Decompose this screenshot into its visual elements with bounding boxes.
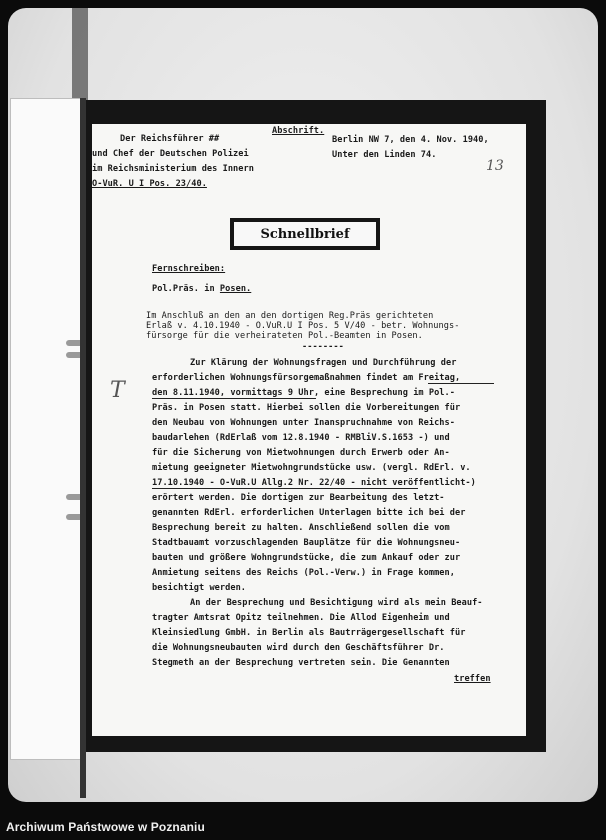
message-type: Fernschreiben: [152,264,226,274]
body-line: genannten RdErl. erforderlichen Unterlagen bitte ich bei der [152,508,466,518]
folder-page-left [10,98,86,760]
separator: -------- [302,342,344,352]
body-line: An der Besprechung und Besichtigung wird als mein Beauf- [190,598,483,608]
body-line: baudarlehen (RdErlaß vom 12.8.1940 - RMBliV.S.1653 -) und [152,433,450,443]
urgent-letter-stamp [230,218,380,250]
underline-mark [152,488,418,489]
recipient-city: Posen. [219,284,252,294]
subject-line: fürsorge für die verheirateten Pol.-Beamten in Posen. [146,331,423,341]
sender-line: im Reichsministerium des Innern [92,164,254,174]
reference-number: O-VuR. U I Pos. 23/40. [92,179,207,189]
body-line: den 8.11.1940, vormittags 9 Uhr, eine Besprechung im Pol.- [152,388,455,398]
body-line: Stadtbauamt vorzuschlagenden Bauplätze für die Wohnungsneu- [152,538,461,548]
body-line: 17.10.1940 - O-VuR.U Allg.2 Nr. 22/40 - nicht veröffentlicht-) [152,478,476,488]
body-line: Stegmeth an der Besprechung vertreten sein. Die Genannten [152,658,450,668]
underline-mark [152,398,316,399]
subject-line: Erlaß v. 4.10.1940 - O.VuR.U I Pos. 5 V/40 - betr. Wohnungs- [146,321,460,331]
sender-line: Der Reichsführer ## [120,134,220,144]
body-line: für die Sicherung von Mietwohnungen durch Erwerb oder An- [152,448,450,458]
recipient-prefix: Pol.Präs. in [152,284,220,294]
sender-line: und Chef der Deutschen Polizei [92,149,249,159]
body-line: Zur Klärung der Wohnungsfragen und Durchführung der [190,358,457,368]
archive-label: Archiwum Państwowe w Poznaniu [6,820,205,834]
body-line: Kleinsiedlung GmbH. in Berlin als Bautrrägergesellschaft für [152,628,466,638]
body-line: besichtigt werden. [152,583,247,593]
body-line: erörtert werden. Die dortigen zur Bearbeitung des letzt- [152,493,445,503]
body-line: bauten und größere Wohngrundstücke, die zum Ankauf oder zur [152,553,461,563]
address-line: Unter den Linden 74. [332,150,437,160]
body-line: tragter Amtsrat Opitz teilnehmen. Die Allod Eigenheim und [152,613,450,623]
page-number: 13 [486,158,504,174]
catchword: treffen [454,674,491,684]
body-line: die Wohnungsneubauten wird durch den Geschäftsführer Dr. [152,643,445,653]
underline-mark [428,383,494,384]
body-line: mietung geeigneter Mietwohngrundstücke usw. (vergl. RdErl. v. [152,463,471,473]
body-line: erforderlichen Wohnungsfürsorgemaßnahmen findet am Freitag, [152,373,461,383]
margin-mark: T [110,378,125,403]
binder-edge [72,8,88,108]
subject-line: Im Anschluß an den an den dortigen Reg.Präs gerichteten [146,311,434,321]
body-line: Besprechung bereit zu halten. Anschließend sollen die vom [152,523,450,533]
stamp-text: Schnellbrief [234,222,376,246]
body-line: Präs. in Posen statt. Hierbei sollen die Vorbereitungen für [152,403,461,413]
date-line: Berlin NW 7, den 4. Nov. 1940, [332,135,489,145]
body-line: Anmietung seitens des Reichs (Pol.-Verw.) in Frage kommen, [152,568,455,578]
body-line: den Neubau von Wohnungen unter Inanspruchnahme von Reichs- [152,418,455,428]
copy-mark: Abschrift. [272,126,325,136]
recipient [152,284,251,294]
